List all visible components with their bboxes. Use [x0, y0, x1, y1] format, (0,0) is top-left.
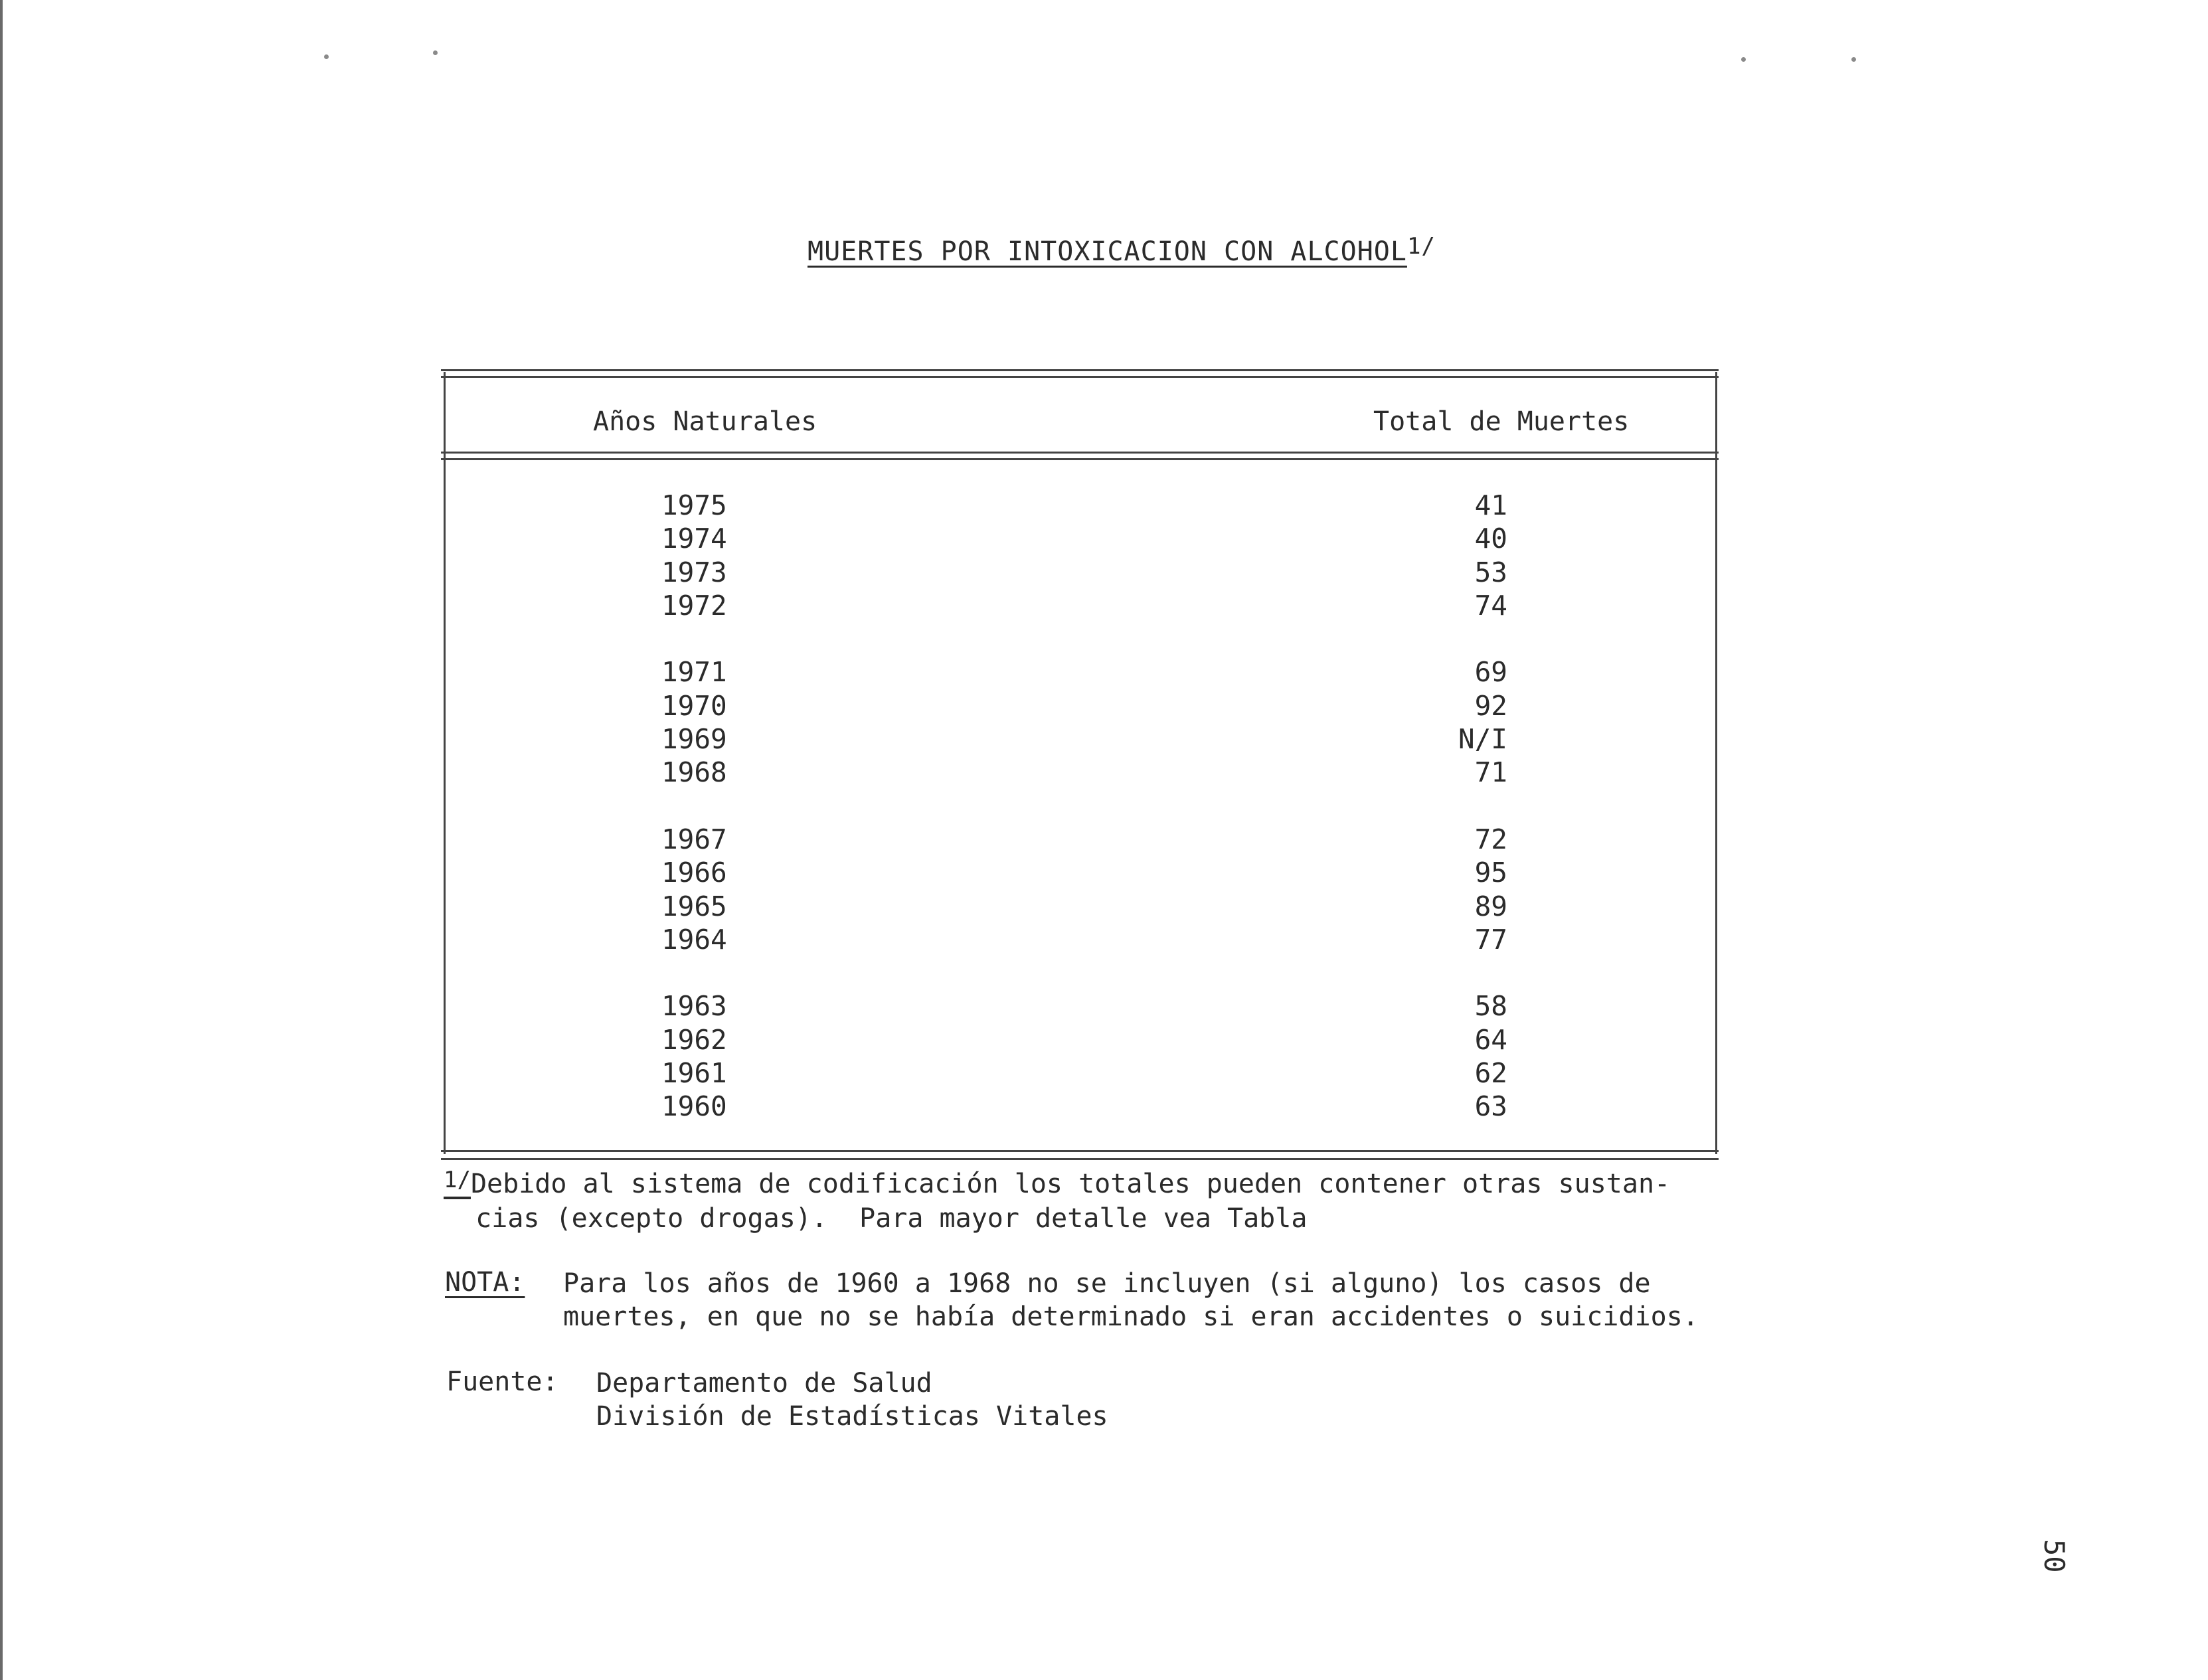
fuente-line-2: División de Estadísticas Vitales [596, 1401, 1108, 1432]
group-spacer [1428, 956, 1507, 989]
total-cell: 53 [1474, 556, 1507, 588]
table-top-rule [441, 369, 1719, 371]
scan-speck [1851, 57, 1856, 62]
total-cell: 74 [1474, 589, 1507, 622]
year-cell: 1967 [661, 823, 727, 855]
title-footnote-mark: 1/ [1406, 233, 1436, 260]
nota-label: NOTA: [445, 1267, 525, 1298]
year-cell: 1966 [661, 857, 727, 889]
footnote-line-1: Debido al sistema de codificación los totales pueden contener otras sustan- [470, 1169, 1671, 1199]
total-cell: 69 [1474, 656, 1507, 689]
total-cell: 72 [1474, 823, 1507, 855]
total-cell: 41 [1474, 489, 1507, 521]
group-spacer [661, 622, 727, 655]
data-table-frame [444, 372, 1717, 1154]
total-cell: 95 [1474, 857, 1507, 889]
group-spacer [1428, 622, 1507, 655]
year-cell: 1971 [661, 656, 727, 689]
total-cell: 64 [1474, 1023, 1507, 1056]
nota-line-1: Para los años de 1960 a 1968 no se incluyen (si alguno) los casos de [563, 1268, 1651, 1299]
year-cell: 1961 [661, 1057, 727, 1090]
years-column [661, 489, 727, 1124]
total-cell: 92 [1474, 689, 1507, 722]
document-title [807, 233, 1436, 267]
nota-line-2: muertes, en que no se había determinado si eran accidentes o suicidios. [563, 1302, 1699, 1332]
year-cell: 1974 [661, 523, 727, 555]
scan-speck [324, 54, 329, 59]
year-cell: 1970 [661, 689, 727, 722]
table-bottom-rule [441, 1150, 1719, 1152]
footnote [444, 1167, 1670, 1235]
table-header-rule [441, 452, 1719, 454]
footnote-mark: 1/ [444, 1167, 471, 1193]
group-spacer [661, 790, 727, 823]
page-left-edge [0, 0, 3, 1680]
table-top-rule-2 [441, 376, 1719, 378]
total-cell: N/I [1458, 723, 1507, 756]
total-cell: 58 [1474, 990, 1507, 1023]
table-bottom-rule-2 [441, 1158, 1719, 1160]
year-cell: 1968 [661, 756, 727, 789]
year-cell: 1972 [661, 589, 727, 622]
fuente-label: Fuente: [446, 1367, 558, 1397]
year-cell: 1975 [661, 489, 727, 521]
scan-speck [433, 50, 438, 55]
total-cell: 63 [1474, 1090, 1507, 1123]
totals-column [1428, 489, 1507, 1124]
header-years: Años Naturales [593, 406, 817, 437]
year-cell: 1960 [661, 1090, 727, 1123]
fuente-line-1: Departamento de Salud [596, 1368, 932, 1398]
fuente-text [596, 1367, 1108, 1433]
group-spacer [661, 956, 727, 989]
footnote-line-2: cias (excepto drogas). Para mayor detalle vea Tabla [444, 1203, 1308, 1234]
header-total-deaths: Total de Muertes [1373, 406, 1630, 437]
total-cell: 89 [1474, 890, 1507, 922]
year-cell: 1963 [661, 990, 727, 1023]
year-cell: 1965 [661, 890, 727, 922]
table-header-rule-2 [441, 458, 1719, 460]
total-cell: 77 [1474, 923, 1507, 956]
scan-speck [1741, 57, 1746, 62]
total-cell: 71 [1474, 756, 1507, 789]
nota-text [563, 1267, 1699, 1333]
total-cell: 62 [1474, 1057, 1507, 1090]
title-text: MUERTES POR INTOXICACION CON ALCOHOL [807, 236, 1407, 267]
year-cell: 1973 [661, 556, 727, 588]
total-cell: 40 [1474, 523, 1507, 555]
group-spacer [1428, 790, 1507, 823]
page-number: 50 [2038, 1539, 2071, 1573]
year-cell: 1964 [661, 923, 727, 956]
year-cell: 1969 [661, 723, 727, 756]
year-cell: 1962 [661, 1023, 727, 1056]
